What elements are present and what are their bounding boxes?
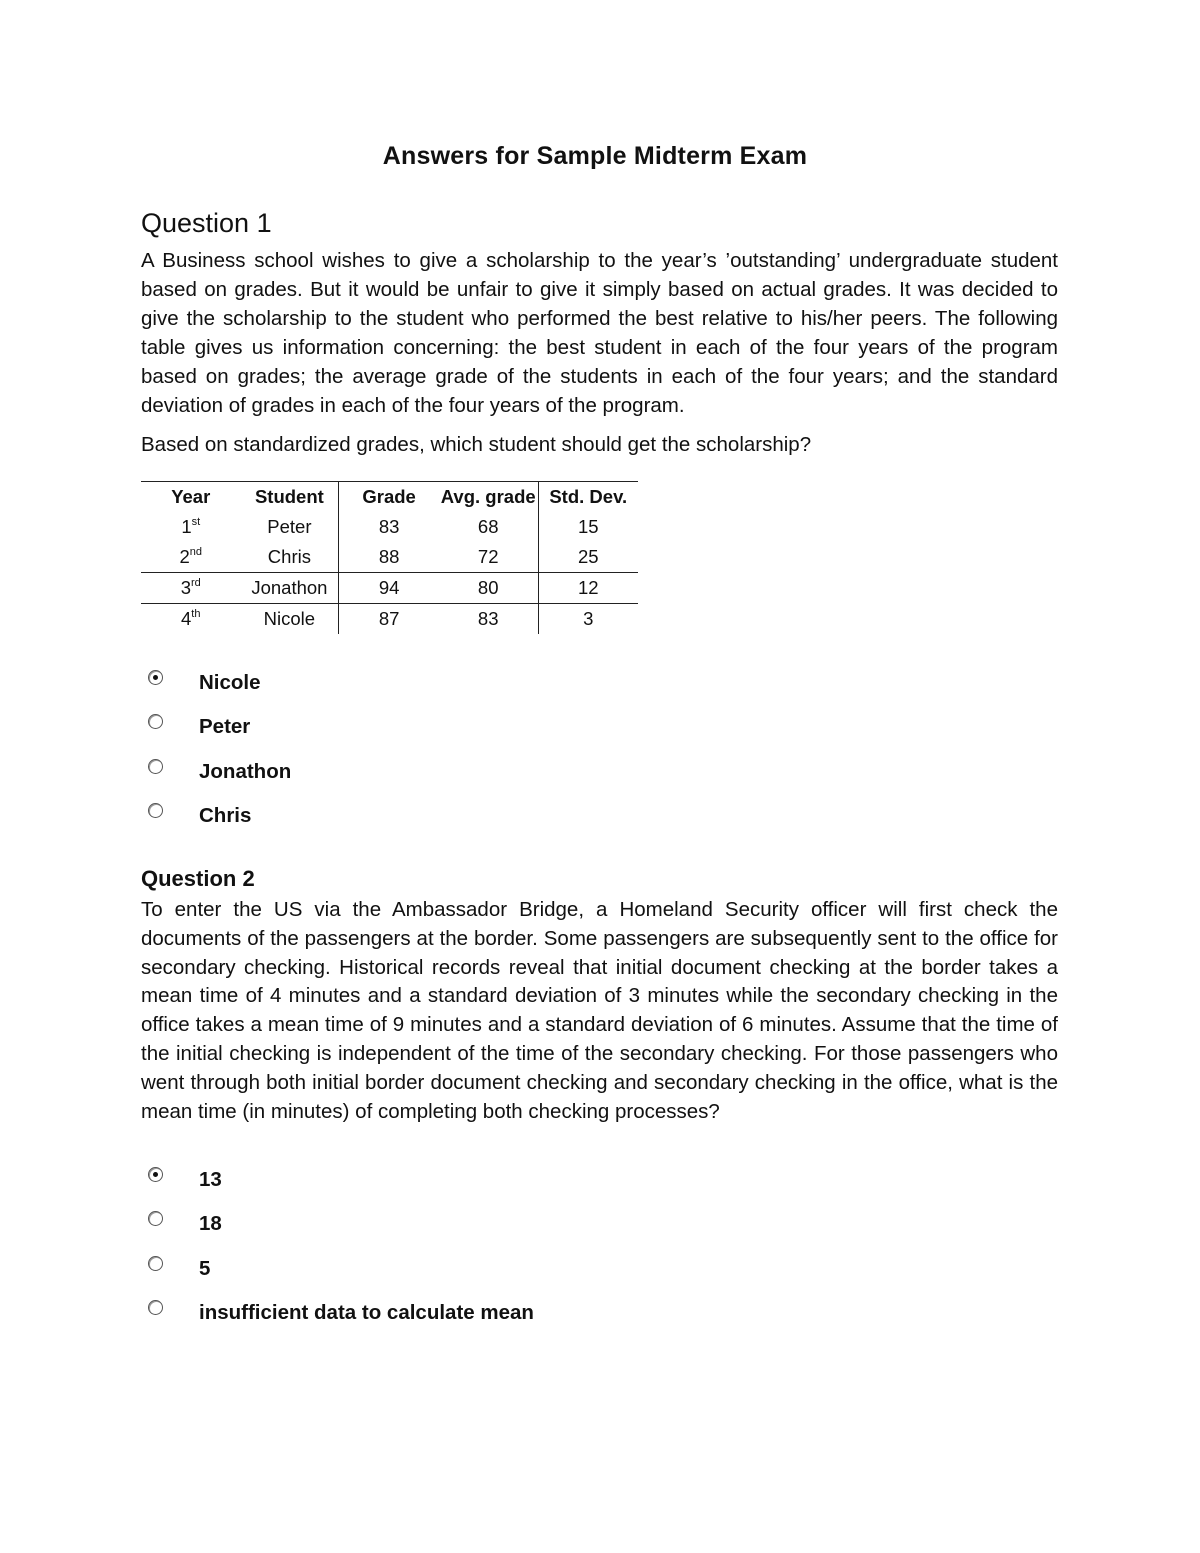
table-row [141,512,638,542]
cell-std-dev: 12 [538,573,638,604]
cell-avg-grade: 68 [477,516,499,537]
cell-year: 4th [141,604,240,635]
radio-button-selected[interactable] [148,1167,163,1182]
cell-avg-grade: 83 [439,604,538,635]
cell-grade: 87 [339,604,439,635]
radio-button[interactable] [148,714,163,729]
cell-std-dev: 15 [538,512,638,542]
column-header-student: Student [240,482,338,513]
student-grades-table [141,481,638,634]
column-header-year: Year [141,482,240,513]
ordinal-suffix: nd [189,546,203,558]
answer-option-peter[interactable] [146,710,846,754]
cell-student: Jonathon [240,573,338,604]
radio-button[interactable] [148,803,163,818]
ordinal-suffix: th [191,608,201,620]
answer-option-jonathon[interactable] [146,755,846,799]
cell-grade: 88 [339,542,439,573]
option-label: Jonathon [199,759,292,783]
cell-student: Nicole [240,604,338,635]
option-label: Nicole [199,671,261,694]
cell-std-dev: 3 [538,604,638,635]
column-header-grade: Grade [339,482,439,513]
cell-avg-grade: 72 [477,546,499,567]
cell-student: Peter [267,516,312,537]
question-1-text: A Business school wishes to give a scholarship to the year’s ’outstanding’ undergraduate student based on grades. But it would be unfair to give it simply based on actual grades. It was decided to give the scholarship to the student who performed the best relative to his/her peers. The following table gives us information concerning: the best student in each of the four years of the program based on grades; the average grade of the students in each of the four years; and the standard deviation of grades in each of the four years of the program. [141,249,1058,417]
ordinal-suffix: st [191,516,201,528]
table-row [141,573,638,604]
option-label: 5 [199,1256,211,1280]
answer-option-13[interactable] [146,1163,846,1207]
table-header-row [141,482,638,513]
answer-option-insufficient-data[interactable] [146,1296,846,1340]
question-2-options [146,1163,846,1341]
cell-year: 1st [181,516,201,537]
column-header-std-dev: Std. Dev. [538,482,638,513]
option-label: Peter [199,715,251,739]
question-1-heading: Question 1 [141,208,272,238]
radio-button-selected[interactable] [148,670,163,685]
question-1-prompt: Based on standardized grades, which student should get the scholarship? [141,433,812,456]
answer-option-18[interactable] [146,1207,846,1251]
radio-button[interactable] [148,1256,163,1271]
option-label: 13 [199,1168,222,1191]
cell-std-dev: 25 [538,542,638,573]
answer-option-nicole[interactable] [146,666,846,710]
cell-year: 2nd [179,546,203,567]
cell-avg-grade: 80 [439,573,538,604]
question-2-text: To enter the US via the Ambassador Bridge, a Homeland Security officer will first check the documents of the passengers at the border. Some passengers are subsequently sent to the office for secondary checking. Historical records reveal that initial document checking at the border takes a mean time of 4 minutes and a standard deviation of 3 minutes while the secondary checking in the office takes a mean time of 9 minutes and a standard deviation of 6 minutes. Assume that the time of the initial checking is independent of the time of the secondary checking. For those passengers who went through both initial border document checking and secondary checking in the office, what is the mean time (in minutes) of completing both checking processes? [141,898,1058,1123]
table-row [141,542,638,573]
cell-grade: 83 [339,512,439,542]
answer-option-5[interactable] [146,1252,846,1296]
radio-button[interactable] [148,759,163,774]
table-row [141,604,638,635]
answer-option-chris[interactable] [146,799,846,843]
option-label: Chris [199,804,252,828]
cell-student: Chris [267,546,311,567]
option-label: 18 [199,1212,222,1236]
document-title: Answers for Sample Midterm Exam [382,142,808,170]
ordinal-suffix: rd [191,577,201,589]
cell-year: 3rd [141,573,240,604]
option-label: insufficient data to calculate mean [199,1301,534,1325]
cell-grade: 94 [339,573,439,604]
radio-button[interactable] [148,1211,163,1226]
column-header-avg-grade: Avg. grade [439,482,538,513]
question-2-heading: Question 2 [141,866,255,891]
question-1-options [146,666,846,844]
radio-button[interactable] [148,1300,163,1315]
